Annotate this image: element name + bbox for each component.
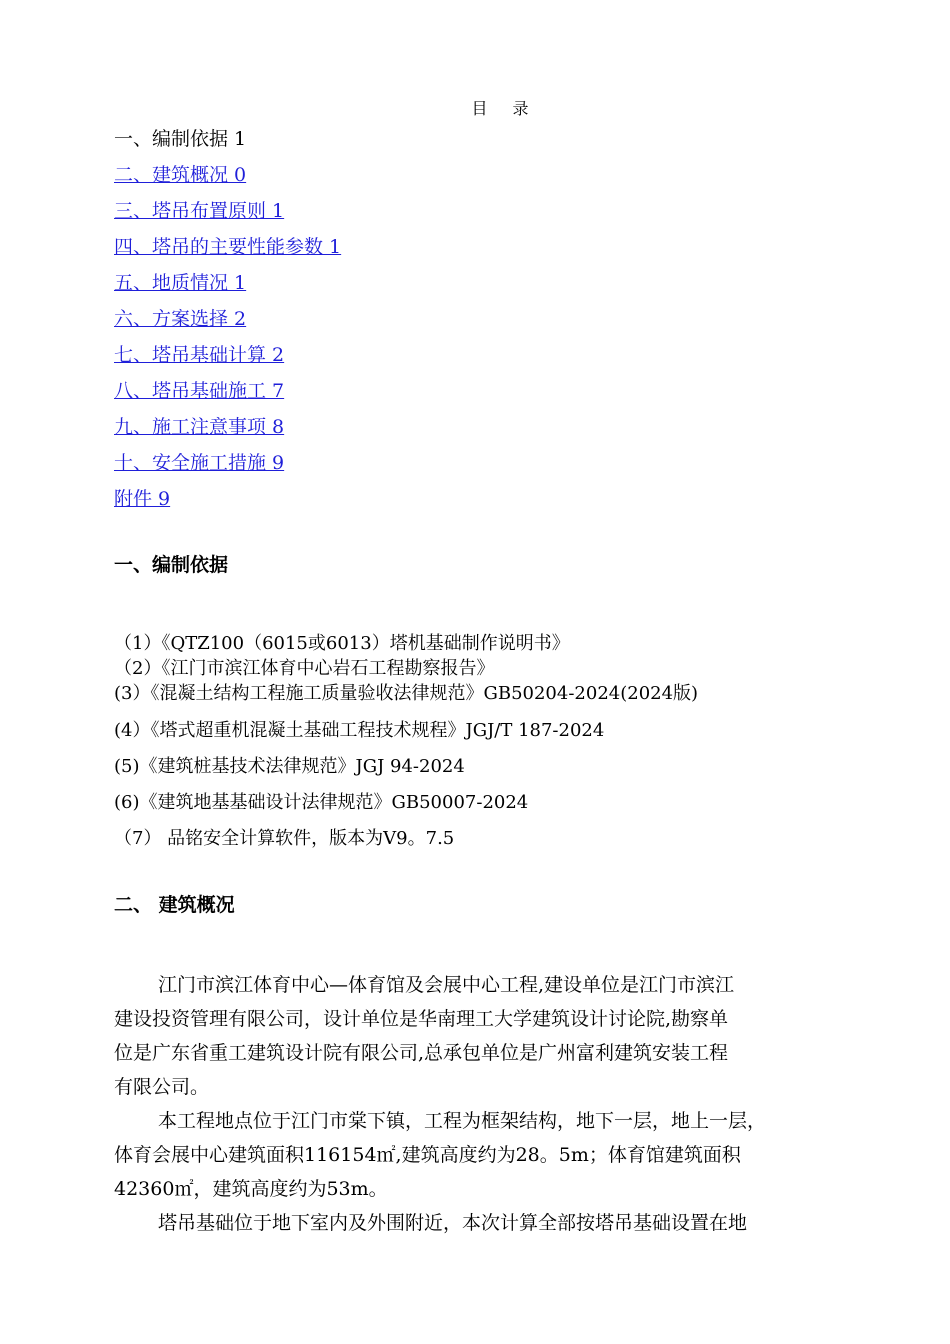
section-heading-basis: 一、编制依据 xyxy=(114,554,229,576)
toc-title: 目 录 xyxy=(471,99,539,118)
paragraph-project-parties: 江门市滨江体育中心—体育馆及会展中心工程,建设单位是江门市滨江 建设投资管理有限公司，设计单位是华南理工大学建筑设计讨论院,勘察单 位是广东省重工建筑设计院有限公司,总承包单位是广州富利建筑安装工程 有限公司。 xyxy=(114,974,735,1098)
paragraph-project-location: 本工程地点位于江门市棠下镇，工程为框架结构，地下一层，地上一层， 体育会展中心建筑面积116154㎡,建筑高度约为28。5m；体育馆建筑面积 42360㎡，建筑高度约为53m。 xyxy=(114,1110,767,1200)
toc-link-4[interactable]: 四、塔吊的主要性能参数 1 xyxy=(114,236,342,258)
toc-link-8[interactable]: 八、塔吊基础施工 7 xyxy=(114,380,285,402)
reference-item: （1）《QTZ100（6015或6013）塔机基础制作说明书》 xyxy=(114,633,570,654)
toc-link-3[interactable]: 三、塔吊布置原则 1 xyxy=(114,200,285,222)
reference-item: (4）《塔式超重机混凝土基础工程技术规程》JGJ/T 187-2024 xyxy=(114,720,605,741)
paragraph-crane-foundation: 塔吊基础位于地下室内及外围附近，本次计算全部按塔吊基础设置在地 xyxy=(158,1212,748,1234)
reference-item: （2）《江门市滨江体育中心岩石工程勘察报告》 xyxy=(114,658,495,679)
toc-link-10[interactable]: 十、安全施工措施 9 xyxy=(114,452,285,474)
toc-link-6[interactable]: 六、方案选择 2 xyxy=(114,308,247,330)
reference-item: (3）《混凝土结构工程施工质量验收法律规范》GB50204-2024(2024版) xyxy=(114,683,699,704)
toc-link-5[interactable]: 五、地质情况 1 xyxy=(114,272,247,294)
toc-item-1: 一、编制依据 1 xyxy=(114,128,247,150)
reference-item: （7） 品铭安全计算软件，版本为V9。7.5 xyxy=(114,828,455,849)
toc-link-9[interactable]: 九、施工注意事项 8 xyxy=(114,416,285,438)
reference-item: (5)《建筑桩基技术法律规范》JGJ 94-2024 xyxy=(114,756,465,777)
toc-link-2[interactable]: 二、建筑概况 0 xyxy=(114,164,247,186)
toc-link-7[interactable]: 七、塔吊基础计算 2 xyxy=(114,344,285,366)
reference-item: (6)《建筑地基基础设计法律规范》GB50007-2024 xyxy=(114,792,529,813)
toc-link-appendix[interactable]: 附件 9 xyxy=(114,488,171,510)
section-heading-overview: 二、 建筑概况 xyxy=(114,894,235,916)
